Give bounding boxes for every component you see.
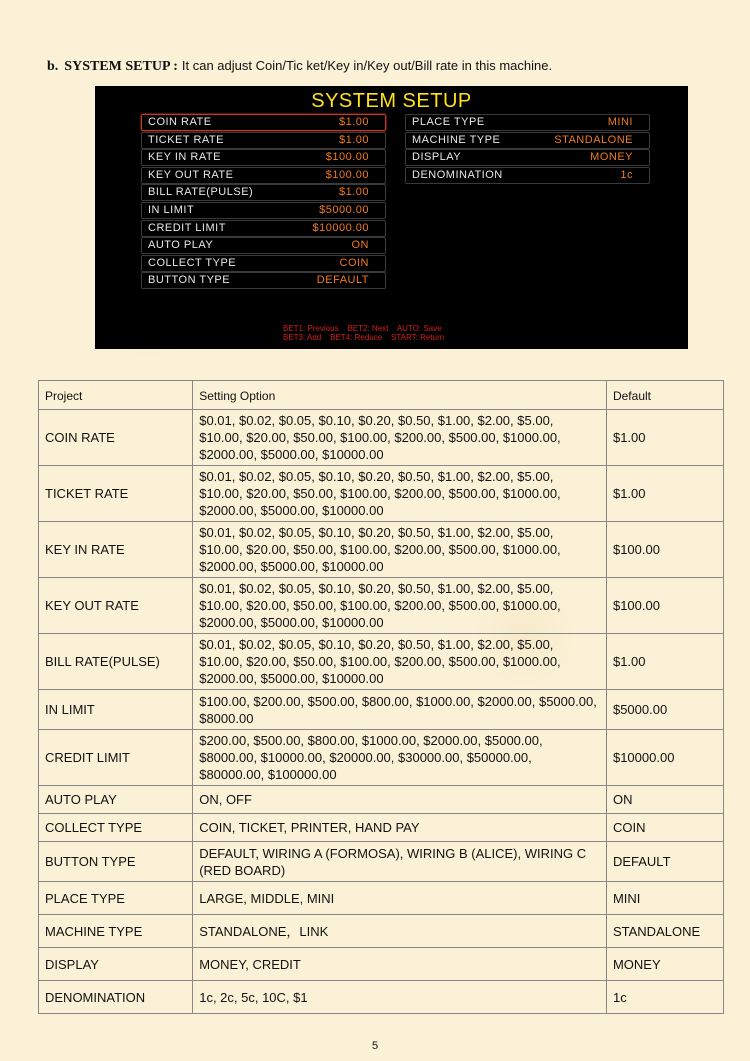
cell-project: CREDIT LIMIT bbox=[39, 730, 193, 786]
section-letter: b. bbox=[47, 59, 59, 74]
system-setup-screenshot bbox=[95, 86, 688, 349]
screen-setting-value: DEFAULT bbox=[316, 274, 369, 287]
screen-setting-label: BILL RATE(PULSE) bbox=[148, 186, 254, 199]
screen-setting-label: BUTTON TYPE bbox=[148, 274, 231, 287]
table-header-row bbox=[39, 381, 724, 410]
cell-option: COIN, TICKET, PRINTER, HAND PAY bbox=[193, 814, 607, 842]
screen-setting-row bbox=[141, 272, 386, 289]
screen-setting-label: DISPLAY bbox=[412, 151, 462, 164]
cell-default: $1.00 bbox=[606, 410, 723, 466]
screen-setting-value: MINI bbox=[607, 116, 633, 128]
screen-setting-label: MACHINE TYPE bbox=[412, 133, 501, 146]
screen-setting-value: $10000.00 bbox=[312, 221, 369, 234]
screen-setting-label: COLLECT TYPE bbox=[148, 256, 237, 269]
cell-project: TICKET RATE bbox=[39, 466, 193, 522]
screen-hint-line-2: BET3: Add BET4: Reduce START: Return bbox=[283, 333, 445, 342]
table-row bbox=[39, 690, 724, 730]
cell-default: MONEY bbox=[606, 948, 723, 981]
screen-setting-row bbox=[141, 202, 386, 219]
screen-setting-value: MONEY bbox=[590, 151, 633, 164]
cell-option: $200.00, $500.00, $800.00, $1000.00, $2000.00, $5000.00, $8000.00, $10000.00, $20000.00, $30000.00, $50000.00, $80000.00, $100000.00 bbox=[193, 730, 607, 786]
section-title: SYSTEM SETUP : bbox=[64, 59, 178, 74]
cell-project: AUTO PLAY bbox=[39, 786, 193, 814]
cell-project: KEY OUT RATE bbox=[39, 578, 193, 634]
table-row bbox=[39, 786, 724, 814]
cell-option: DEFAULT, WIRING A (FORMOSA), WIRING B (ALICE), WIRING C (RED BOARD) bbox=[193, 842, 607, 882]
table-row bbox=[39, 915, 724, 948]
cell-project: COLLECT TYPE bbox=[39, 814, 193, 842]
screen-setting-row bbox=[405, 132, 650, 149]
cell-project: DENOMINATION bbox=[39, 981, 193, 1014]
screen-setting-label: COIN RATE bbox=[148, 116, 212, 128]
cell-default: $100.00 bbox=[606, 522, 723, 578]
cell-project: MACHINE TYPE bbox=[39, 915, 193, 948]
table-row bbox=[39, 522, 724, 578]
table-row bbox=[39, 578, 724, 634]
cell-option: $100.00, $200.00, $500.00, $800.00, $1000.00, $2000.00, $5000.00, $8000.00 bbox=[193, 690, 607, 730]
screen-setting-value: 1c bbox=[620, 168, 633, 181]
page-number: 5 bbox=[371, 1040, 379, 1052]
screen-setting-value: $100.00 bbox=[325, 151, 369, 164]
settings-table bbox=[38, 380, 724, 1014]
cell-default: $100.00 bbox=[606, 578, 723, 634]
cell-option: $0.01, $0.02, $0.05, $0.10, $0.20, $0.50, $1.00, $2.00, $5.00, $10.00, $20.00, $50.00, $100.00, $200.00, $500.00, $1000.00, $2000.00, $5000.00, $10000.00 bbox=[193, 410, 607, 466]
table-row bbox=[39, 814, 724, 842]
screen-setting-label: AUTO PLAY bbox=[148, 239, 214, 252]
cell-default: STANDALONE bbox=[606, 915, 723, 948]
section-description: It can adjust Coin/Tic ket/Key in/Key out/Bill rate in this machine. bbox=[181, 58, 553, 73]
cell-default: COIN bbox=[606, 814, 723, 842]
screen-setting-row bbox=[141, 255, 386, 272]
cell-option: $0.01, $0.02, $0.05, $0.10, $0.20, $0.50, $1.00, $2.00, $5.00, $10.00, $20.00, $50.00, $100.00, $200.00, $500.00, $1000.00, $2000.00, $5000.00, $10000.00 bbox=[193, 634, 607, 690]
screen-title: SYSTEM SETUP bbox=[311, 90, 472, 112]
screen-setting-label: CREDIT LIMIT bbox=[148, 221, 226, 234]
screen-setting-row bbox=[141, 237, 386, 254]
cell-option: $0.01, $0.02, $0.05, $0.10, $0.20, $0.50, $1.00, $2.00, $5.00, $10.00, $20.00, $50.00, $100.00, $200.00, $500.00, $1000.00, $2000.00, $5000.00, $10000.00 bbox=[193, 522, 607, 578]
cell-default: $5000.00 bbox=[606, 690, 723, 730]
cell-project: PLACE TYPE bbox=[39, 882, 193, 915]
screen-setting-label: KEY OUT RATE bbox=[148, 168, 234, 181]
screen-setting-label: DENOMINATION bbox=[412, 168, 503, 181]
cell-project: COIN RATE bbox=[39, 410, 193, 466]
screen-setting-value: $100.00 bbox=[325, 168, 369, 181]
cell-default: $10000.00 bbox=[606, 730, 723, 786]
table-row bbox=[39, 634, 724, 690]
cell-default: MINI bbox=[606, 882, 723, 915]
screen-setting-row bbox=[405, 114, 650, 131]
screen-hint-line-1: BET1: Previous BET2: Next AUTO: Save bbox=[283, 324, 442, 333]
cell-project: KEY IN RATE bbox=[39, 522, 193, 578]
header-default: Default bbox=[606, 381, 723, 410]
screen-setting-row bbox=[141, 132, 386, 149]
cell-option: ON, OFF bbox=[193, 786, 607, 814]
screen-setting-value: COIN bbox=[339, 256, 369, 269]
screen-setting-label: TICKET RATE bbox=[148, 133, 224, 146]
screen-setting-row bbox=[141, 167, 386, 184]
cell-option: STANDALONE，LINK bbox=[193, 915, 607, 948]
screen-setting-value: $1.00 bbox=[338, 116, 369, 128]
screen-setting-value: $5000.00 bbox=[319, 204, 369, 216]
table-row bbox=[39, 948, 724, 981]
screen-setting-value: ON bbox=[351, 239, 369, 252]
screen-setting-label: KEY IN RATE bbox=[148, 151, 221, 164]
cell-project: DISPLAY bbox=[39, 948, 193, 981]
cell-default: 1c bbox=[606, 981, 723, 1014]
cell-option: 1c, 2c, 5c, 10C, $1 bbox=[193, 981, 607, 1014]
table-row bbox=[39, 882, 724, 915]
cell-option: $0.01, $0.02, $0.05, $0.10, $0.20, $0.50, $1.00, $2.00, $5.00, $10.00, $20.00, $50.00, $100.00, $200.00, $500.00, $1000.00, $2000.00, $5000.00, $10000.00 bbox=[193, 578, 607, 634]
screen-setting-row bbox=[141, 114, 386, 131]
table-row bbox=[39, 981, 724, 1014]
section-heading bbox=[47, 57, 552, 75]
cell-default: DEFAULT bbox=[606, 842, 723, 882]
table-row bbox=[39, 466, 724, 522]
screen-setting-value: $1.00 bbox=[338, 186, 369, 199]
cell-project: BUTTON TYPE bbox=[39, 842, 193, 882]
cell-project: BILL RATE(PULSE) bbox=[39, 634, 193, 690]
header-project: Project bbox=[39, 381, 193, 410]
screen-setting-value: $1.00 bbox=[338, 133, 369, 146]
cell-default: $1.00 bbox=[606, 634, 723, 690]
table-row bbox=[39, 410, 724, 466]
table-body bbox=[39, 410, 724, 1014]
cell-default: $1.00 bbox=[606, 466, 723, 522]
screen-setting-row bbox=[141, 149, 386, 166]
screen-setting-label: PLACE TYPE bbox=[412, 116, 485, 128]
screen-setting-row bbox=[405, 149, 650, 166]
cell-project: IN LIMIT bbox=[39, 690, 193, 730]
cell-default: ON bbox=[606, 786, 723, 814]
screen-setting-value: STANDALONE bbox=[554, 133, 633, 146]
screen-setting-row bbox=[405, 167, 650, 184]
cell-option: LARGE, MIDDLE, MINI bbox=[193, 882, 607, 915]
cell-option: $0.01, $0.02, $0.05, $0.10, $0.20, $0.50, $1.00, $2.00, $5.00, $10.00, $20.00, $50.00, $100.00, $200.00, $500.00, $1000.00, $2000.00, $5000.00, $10000.00 bbox=[193, 466, 607, 522]
screen-setting-label: IN LIMIT bbox=[148, 204, 195, 216]
screen-setting-row bbox=[141, 184, 386, 201]
screen-setting-row bbox=[141, 220, 386, 237]
table-row bbox=[39, 730, 724, 786]
header-setting-option: Setting Option bbox=[193, 381, 607, 410]
cell-option: MONEY, CREDIT bbox=[193, 948, 607, 981]
table-row bbox=[39, 842, 724, 882]
